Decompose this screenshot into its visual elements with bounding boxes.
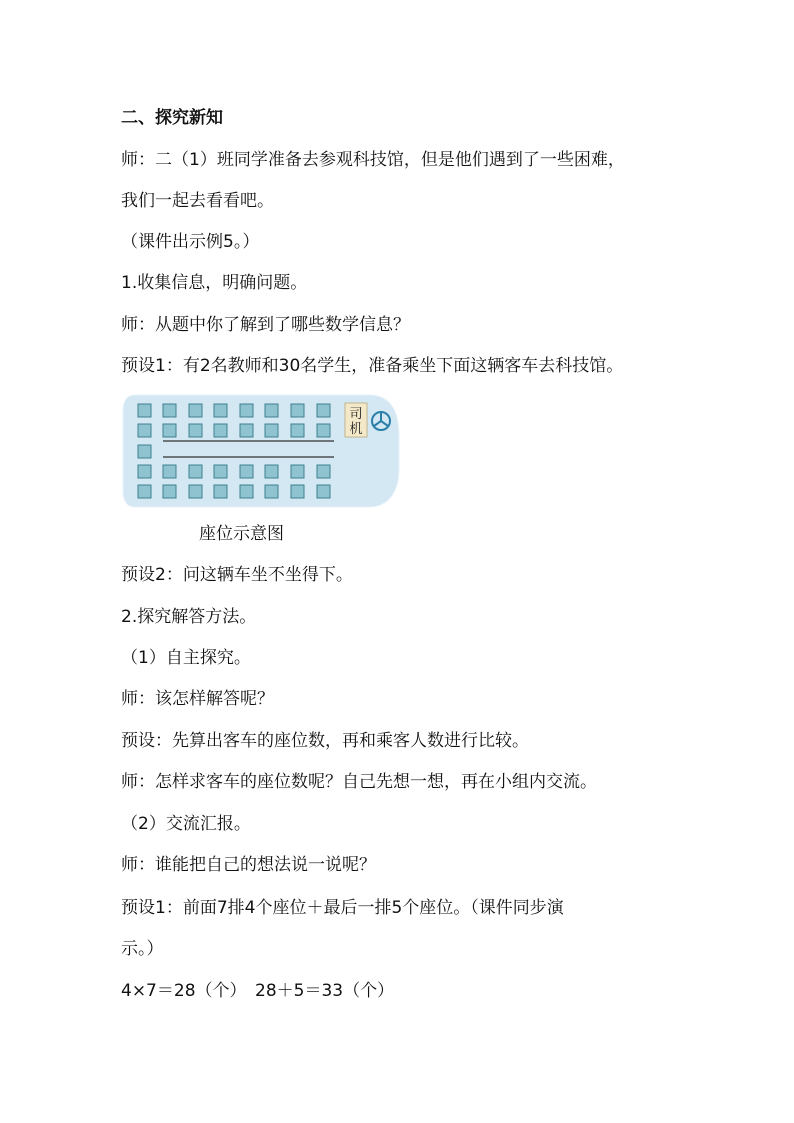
preset-1-method-line: 预设1：前面7排4个座位＋最后一排5个座位。（课件同步演	[121, 898, 564, 918]
seat	[189, 424, 202, 437]
seat	[317, 485, 330, 498]
teacher-question-1: 师：从题中你了解到了哪些数学信息？	[121, 315, 410, 335]
seat	[265, 404, 278, 417]
preset-1-method-cont: 示。）	[121, 939, 164, 959]
seat	[189, 485, 202, 498]
seat	[240, 404, 253, 417]
section-heading: 二、探究新知	[121, 108, 223, 128]
seat	[163, 424, 176, 437]
seat	[317, 404, 330, 417]
seat	[214, 404, 227, 417]
seat	[291, 465, 304, 478]
seat	[138, 445, 151, 458]
preset-1-line: 预设1：有2名教师和30名学生，准备乘坐下面这辆客车去科技馆。	[121, 356, 624, 376]
seat	[138, 424, 151, 437]
teacher-line-intro: 师：二（1）班同学准备去参观科技馆，但是他们遇到了一些困难，	[121, 150, 625, 170]
teacher-question-3: 师：怎样求客车的座位数呢？自己先想一想，再在小组内交流。	[121, 772, 597, 792]
courseware-note: （课件出示例5。）	[121, 232, 260, 252]
seat	[189, 404, 202, 417]
substep-1-title: （1）自主探究。	[121, 648, 251, 668]
figure-caption: 座位示意图	[199, 524, 284, 544]
seat	[163, 465, 176, 478]
substep-2-title: （2）交流汇报。	[121, 814, 251, 834]
seat	[214, 424, 227, 437]
seat	[317, 424, 330, 437]
seat	[138, 465, 151, 478]
seat	[138, 485, 151, 498]
seat	[265, 485, 278, 498]
seat	[214, 465, 227, 478]
step-2-title: 2.探究解答方法。	[121, 607, 257, 627]
teacher-question-2: 师：该怎样解答呢？	[121, 689, 274, 709]
seat	[163, 404, 176, 417]
seat	[291, 424, 304, 437]
seat	[265, 465, 278, 478]
seat	[138, 404, 151, 417]
teacher-question-4: 师：谁能把自己的想法说一说呢？	[121, 855, 376, 875]
seat	[317, 465, 330, 478]
seat-diagram	[121, 393, 401, 509]
step-1-title: 1.收集信息，明确问题。	[121, 273, 308, 293]
seat	[163, 485, 176, 498]
seat	[214, 485, 227, 498]
preset-2-line: 预设2：问这辆车坐不坐得下。	[121, 565, 353, 585]
seat	[291, 485, 304, 498]
seat	[240, 465, 253, 478]
seat	[291, 404, 304, 417]
seat	[240, 485, 253, 498]
calculation-line: 4×7＝28（个） 28＋5＝33（个）	[121, 981, 395, 1001]
driver-label-char-1: 司	[349, 407, 363, 422]
teacher-line-intro-cont: 我们一起去看看吧。	[121, 191, 274, 211]
preset-answer-line: 预设：先算出客车的座位数，再和乘客人数进行比较。	[121, 731, 529, 751]
seat	[240, 424, 253, 437]
seat	[265, 424, 278, 437]
seat	[189, 465, 202, 478]
driver-label-char-2: 机	[349, 422, 363, 437]
